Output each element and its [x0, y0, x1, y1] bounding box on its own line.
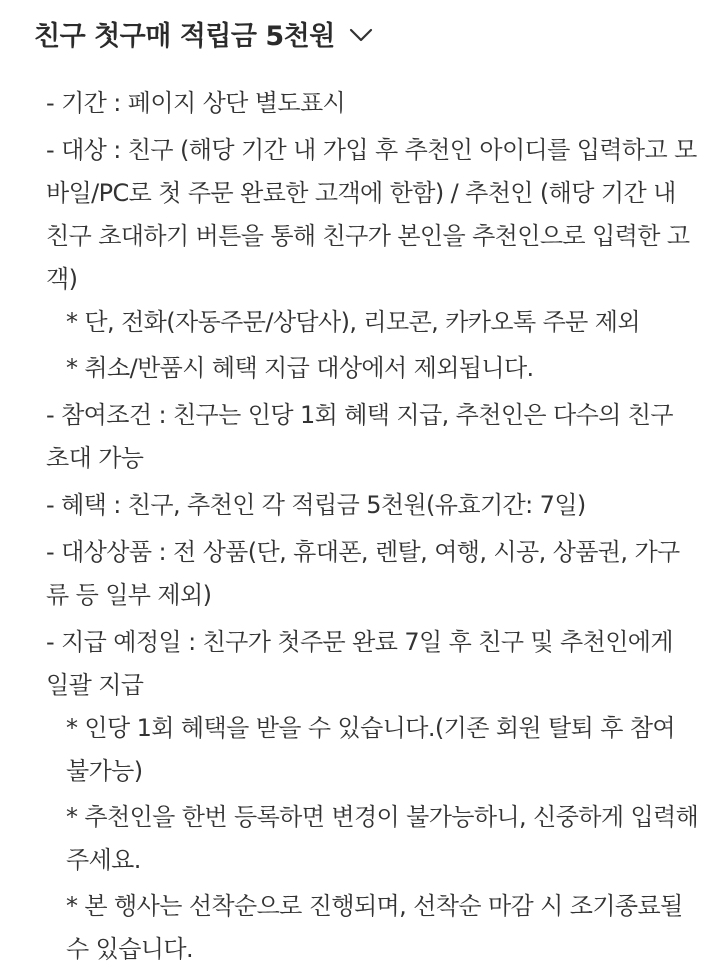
target-text: - 대상 : 친구 (해당 기간 내 가입 후 추천인 아이디를 입력하고 모바일/PC로 첫 주문 완료한 고객에 한함) / 추천인 (해당 기간 내 친구 초대하기 버튼을 통해 친구가 본인을 추천인으로 입력한 고객) [46, 136, 697, 293]
target-item [30, 129, 702, 301]
condition-item [30, 394, 702, 480]
chevron-down-icon[interactable] [349, 27, 373, 46]
payment-note-text: * 인당 1회 혜택을 받을 수 있습니다.(기존 회원 탈퇴 후 참여 불가능) [66, 714, 675, 785]
period-text: - 기간 : 페이지 상단 별도표시 [46, 89, 346, 117]
products-item [30, 531, 702, 617]
notice-header-toggle[interactable] [34, 14, 373, 53]
payment-item [30, 621, 702, 707]
notice-body [30, 82, 702, 971]
benefit-text: - 혜택 : 친구, 추천인 각 적립금 5천원(유효기간: 7일) [46, 491, 586, 519]
payment-note-text: * 본 행사는 선착순으로 진행되며, 선착순 마감 시 조기종료될 수 있습니다. [66, 892, 683, 963]
benefit-item [30, 484, 702, 527]
condition-text: - 참여조건 : 친구는 인당 1회 혜택 지급, 추천인은 다수의 친구 초대 가능 [46, 401, 673, 472]
payment-note [30, 707, 702, 793]
target-note [30, 301, 702, 344]
target-note [30, 347, 702, 390]
target-note-text: * 단, 전화(자동주문/상담사), 리모콘, 카카오톡 주문 제외 [66, 308, 640, 336]
period-item [30, 82, 702, 125]
payment-note-text: * 추천인을 한번 등록하면 변경이 불가능하니, 신중하게 입력해 주세요. [66, 803, 699, 874]
products-text: - 대상상품 : 전 상품(단, 휴대폰, 렌탈, 여행, 시공, 상품권, 가구류 등 일부 제외) [46, 538, 680, 609]
target-note-text: * 취소/반품시 혜택 지급 대상에서 제외됩니다. [66, 354, 534, 382]
payment-note [30, 885, 702, 971]
payment-note [30, 796, 702, 882]
notice-title: 친구 첫구매 적립금 5천원 [34, 21, 335, 52]
payment-text: - 지급 예정일 : 친구가 첫주문 완료 7일 후 친구 및 추천인에게 일괄 지급 [46, 628, 673, 699]
